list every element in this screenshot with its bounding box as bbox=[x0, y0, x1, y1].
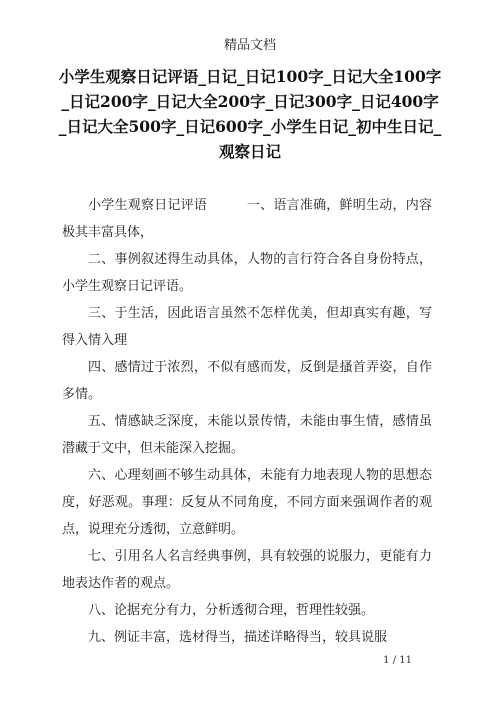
paragraph-3: 三、于生活，因此语言虽然不怎样优美，但却真实有趣，写得入情入理 bbox=[62, 306, 432, 348]
paragraph-8: 八、论据充分有力，分析透彻合理，哲理性较强。 bbox=[88, 603, 375, 618]
paragraph-6: 六、心理刻画不够生动具体，未能有力地表现人物的思想态度，好恶观。事理：反复从不同角度，不同方面来强调作者的观点，说理充分透彻，立意鲜明。 bbox=[62, 468, 432, 537]
page-header: 精品文档 bbox=[223, 38, 276, 53]
paragraph-5: 五、情感缺乏深度，未能以景传情，未能由事生情，感情虽潜藏于文中，但未能深入挖掘。 bbox=[62, 414, 432, 456]
paragraph-2: 二、事例叙述得生动具体，人物的言行符合各自身份特点，小学生观察日记评语。 bbox=[62, 252, 432, 294]
paragraph-7: 七、引用名人名言经典事例，具有较强的说服力，更能有力地表达作者的观点。 bbox=[62, 549, 432, 591]
document-title: 小学生观察日记评语_日记_日记100字_日记大全100字_日记200字_日记大全200字_日记300字_日记400字_日记大全500字_日记600字_小学生日记_初中生日记_观察日记 bbox=[58, 67, 442, 161]
paragraph-9: 九、例证丰富，选材得当，描述详略得当，较具说服 bbox=[88, 630, 388, 645]
document-body bbox=[62, 192, 432, 651]
page-footer bbox=[0, 655, 500, 667]
paragraph-4: 四、感情过于浓烈，不似有感而发，反倒是搔首弄姿，自作多情。 bbox=[62, 360, 432, 402]
paragraph-intro: 小学生观察日记评语 一、语言准确，鲜明生动，内容极其丰富具体， bbox=[62, 198, 432, 240]
page-indicator: 1 / 11 bbox=[383, 655, 412, 666]
